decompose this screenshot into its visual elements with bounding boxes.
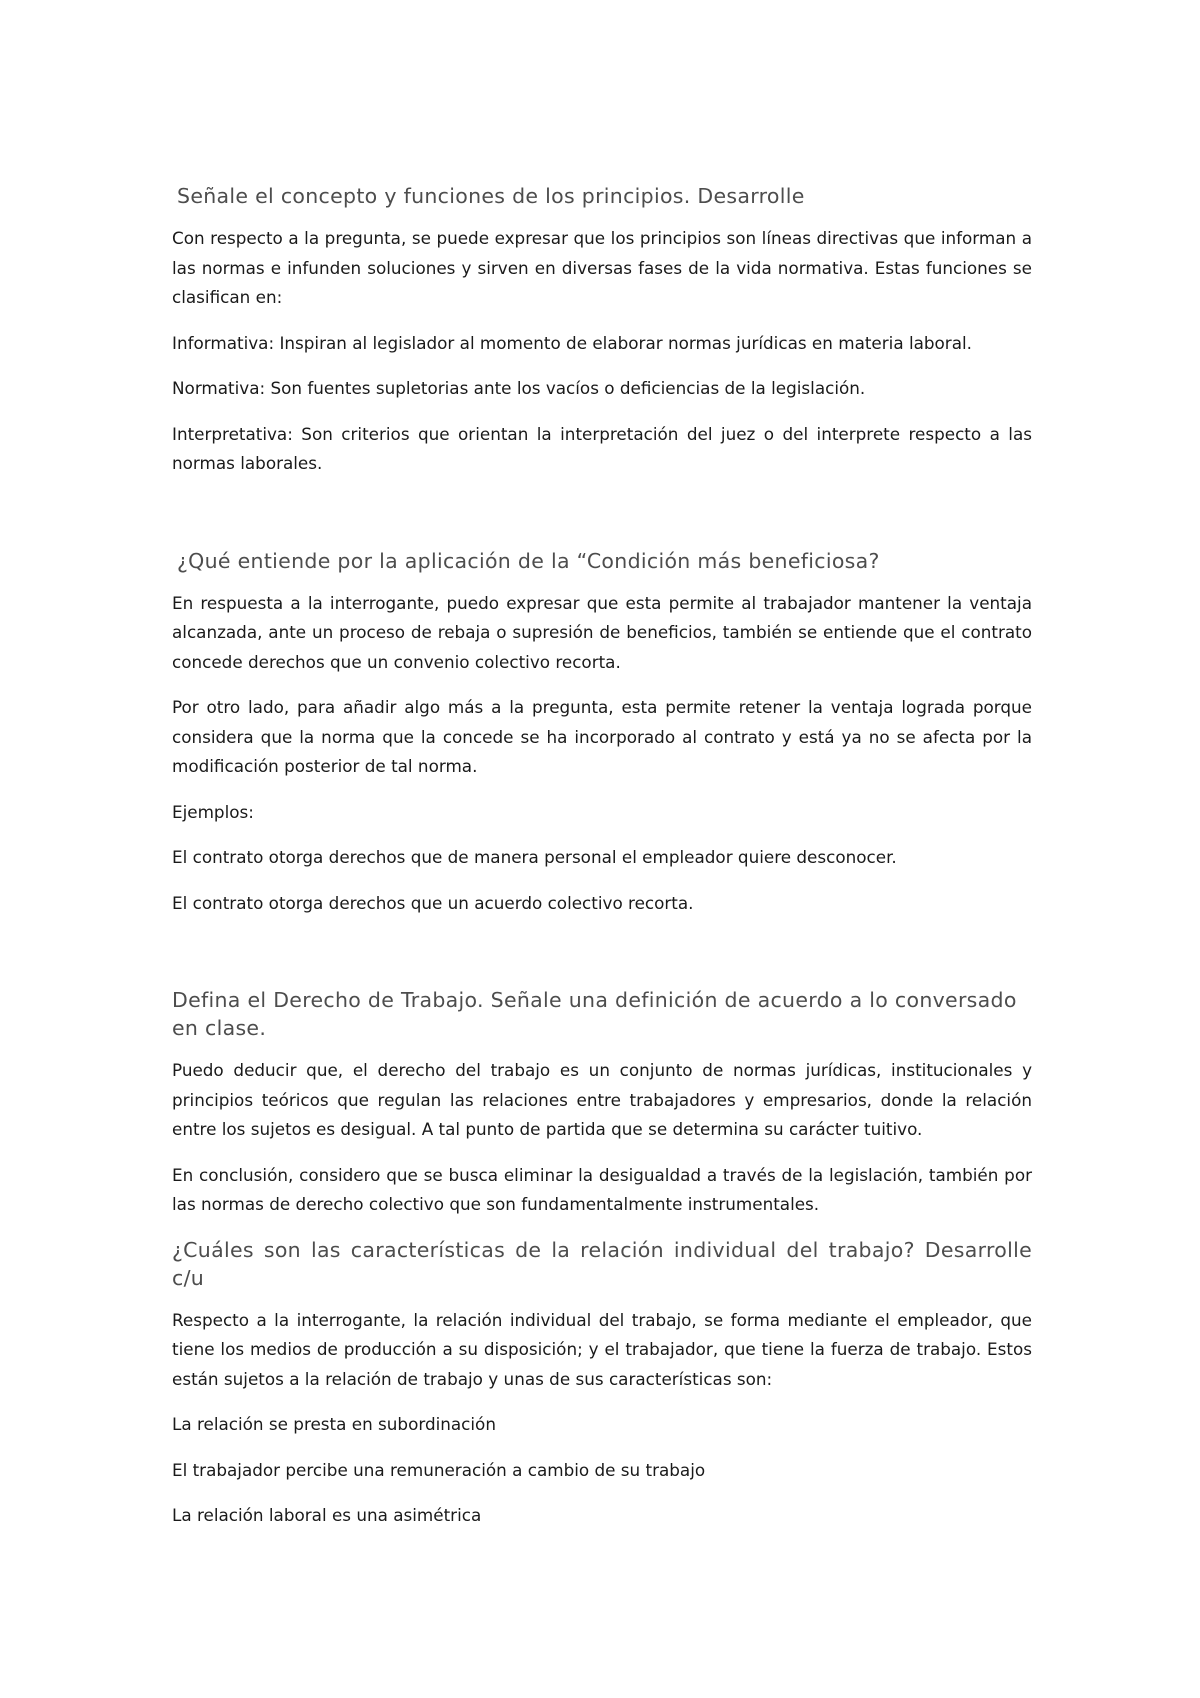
- section-1-paragraph: Con respecto a la pregunta, se puede expresar que los principios son líneas directivas que informan a las normas e infunden soluciones y sirven en diversas fases de la vida normativa. Estas funciones se clasifican en:: [172, 228, 1032, 307]
- section-spacer: [172, 495, 1032, 547]
- section-4-paragraph: Respecto a la interrogante, la relación individual del trabajo, se forma mediante el empleador, que tiene los medios de producción a su disposición; y el trabajador, que tiene la fuerza de trabajo. Estos están sujetos a la relación de trabajo y unas de sus características son:: [172, 1309, 1032, 1389]
- section-2-paragraph: Ejemplos:: [172, 801, 254, 822]
- section-4-paragraph: La relación laboral es una asimétrica: [172, 1505, 482, 1525]
- section-3-heading: Defina el Derecho de Trabajo. Señale una definición de acuerdo a lo conversado en clase.: [172, 988, 1017, 1040]
- section-4-paragraph: El trabajador percibe una remuneración a cambio de su trabajo: [172, 1459, 706, 1480]
- section-1-paragraph: Normativa: Son fuentes supletorias ante los vacíos o deficiencias de la legislación.: [172, 378, 866, 398]
- section-2-paragraph: El contrato otorga derechos que un acuerdo colectivo recorta.: [172, 892, 694, 913]
- section-1-paragraph: Interpretativa: Son criterios que orientan la interpretación del juez o del interprete respecto a las normas laborales.: [172, 423, 1032, 473]
- section-2-paragraph: En respuesta a la interrogante, puedo expresar que esta permite al trabajador mantener la ventaja alcanzada, ante un proceso de rebaja o supresión de beneficios, también se entiende que el contrato concede derechos que un convenio colectivo recorta.: [172, 592, 1032, 672]
- section-4-paragraph: La relación se presta en subordinación: [172, 1414, 496, 1434]
- section-2-paragraph: Por otro lado, para añadir algo más a la pregunta, esta permite retener la ventaja lograda porque considera que la norma que la concede se ha incorporado al contrato y está ya no se afecta por la modificación posterior de tal norma.: [172, 697, 1032, 776]
- section-4-heading: ¿Cuáles son las características de la relación individual del trabajo? Desarrolle c/u: [172, 1237, 1032, 1290]
- section-2-paragraph: El contrato otorga derechos que de manera personal el empleador quiere desconocer.: [172, 847, 897, 867]
- section-1-paragraph: Informativa: Inspiran al legislador al momento de elaborar normas jurídicas en materia laboral.: [172, 332, 972, 353]
- section-2-heading: ¿Qué entiende por la aplicación de la “Condición más beneficiosa?: [177, 548, 880, 573]
- section-3-paragraph: En conclusión, considero que se busca eliminar la desigualdad a través de la legislación, también por las normas de derecho colectivo que son fundamentalmente instrumentales.: [172, 1164, 1032, 1214]
- section-1-heading: Señale el concepto y funciones de los principios. Desarrolle: [177, 184, 805, 208]
- section-3-paragraph: Puedo deducir que, el derecho del trabajo es un conjunto de normas jurídicas, institucionales y principios teóricos que regulan las relaciones entre trabajadores y empresarios, donde la relación entre los sujetos es desigual. A tal punto de partida que se determina su carácter tuitivo.: [172, 1060, 1032, 1139]
- section-spacer: [172, 934, 1032, 986]
- document-body: [172, 182, 1032, 1547]
